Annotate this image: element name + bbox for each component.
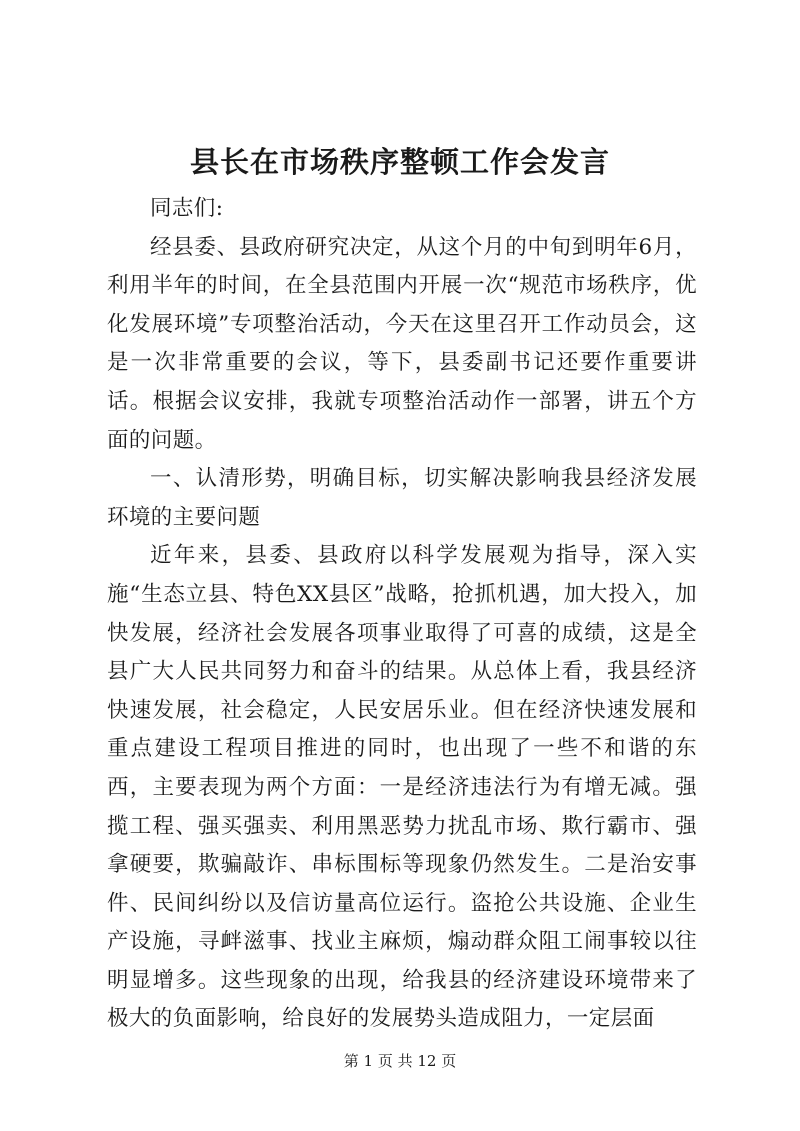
paragraph-body: 近年来，县委、县政府以科学发展观为指导，深入实施“生态立县、特色XX县区”战略，抢抓机遇，加大投入，加快发展，经济社会发展各项事业取得了可喜的成绩，这是全县广大人民共同努力和奋斗的结果。从总体上看，我县经济快速发展，社会稳定，人民安居乐业。但在经济快速发展和重点建设工程项目推进的同时，也出现了一些不和谐的东西，主要表现为两个方面：一是经济违法行为有增无减。强揽工程、强买强卖、利用黑恶势力扰乱市场、欺行霸市、强拿硬要，欺骗敲诈、串标围标等现象仍然发生。二是治安事件、民间纠纷以及信访量高位运行。盗抢公共设施、企业生产设施，寻衅滋事、找业主麻烦，煽动群众阻工闹事较以往明显增多。这些现象的出现，给我县的经济建设环境带来了极大的负面影响，给良好的发展势头造成阻力，一定层面 xyxy=(107,543,697,1032)
document-title: 县长在市场秩序整顿工作会发言 xyxy=(189,145,610,179)
salutation: 同志们: xyxy=(150,196,224,221)
section-heading-1: 一、认清形势，明确目标，切实解决影响我县经济发展环境的主要问题 xyxy=(107,466,697,530)
paragraph-intro: 经县委、县政府研究决定，从这个月的中旬到明年6月，利用半年的时间，在全县范围内开展一次“规范市场秩序，优化发展环境”专项整治活动，今天在这里召开工作动员会，这是一次非常重要的会议，等下，县委副书记还要作重要讲话。根据会议安排，我就专项整治活动作一部署，讲五个方面的问题。 xyxy=(107,234,697,453)
document-body xyxy=(107,190,697,1039)
page-number: 第 1 页 共 12 页 xyxy=(343,1052,457,1070)
